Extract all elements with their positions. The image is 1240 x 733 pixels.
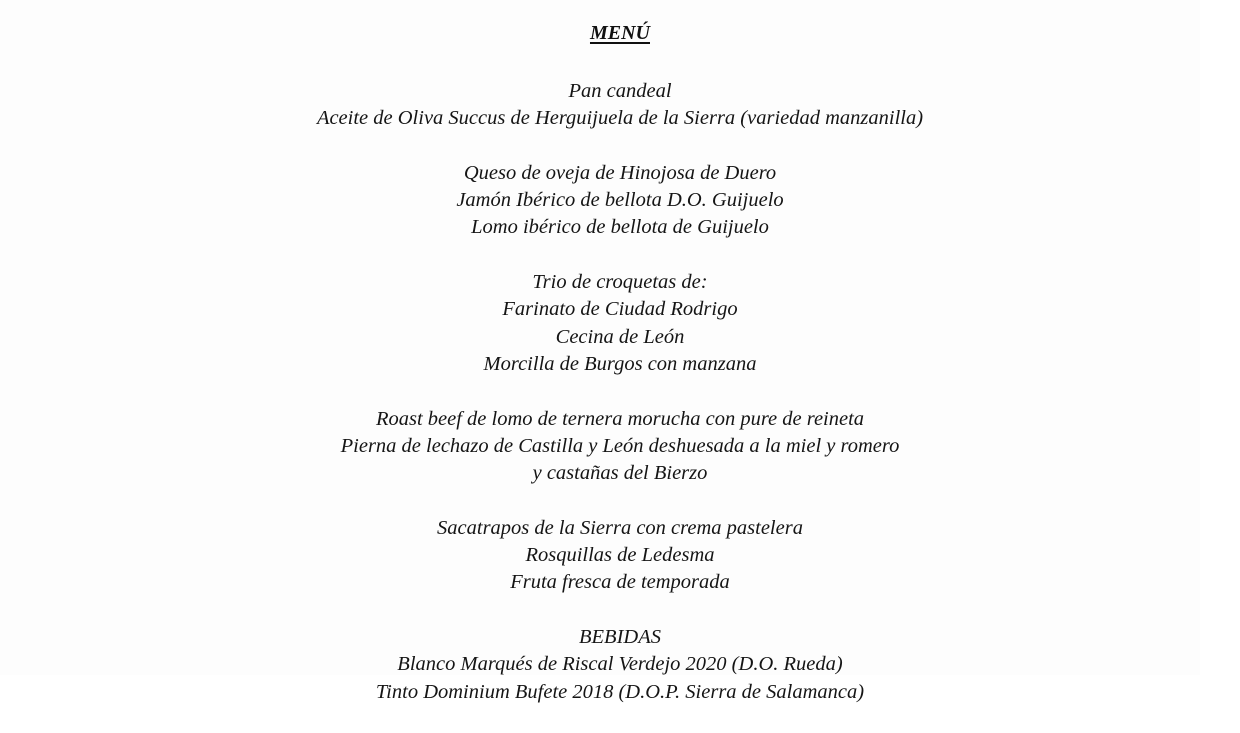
menu-item: Jamón Ibérico de bellota D.O. Guijuelo bbox=[456, 189, 784, 212]
menu-item: Lomo ibérico de bellota de Guijuelo bbox=[471, 216, 769, 239]
menu-item: Rosquillas de Ledesma bbox=[525, 544, 715, 567]
menu-section-cold-cuts bbox=[0, 160, 1240, 242]
drink-item: Blanco Marqués de Riscal Verdejo 2020 (D.O. Rueda) bbox=[397, 653, 843, 676]
menu-section-drinks bbox=[0, 624, 1240, 706]
menu-section-croquettes bbox=[0, 269, 1240, 378]
menu-section-mains bbox=[0, 406, 1240, 488]
menu-item: Roast beef de lomo de ternera morucha con pure de reineta bbox=[375, 407, 865, 430]
menu-item: Morcilla de Burgos con manzana bbox=[483, 352, 757, 375]
menu-body bbox=[0, 78, 1240, 733]
menu-section-bread bbox=[0, 78, 1240, 133]
menu-item: Cecina de León bbox=[555, 325, 685, 348]
menu-item: Sacatrapos de la Sierra con crema pastelera bbox=[437, 516, 803, 539]
menu-item: Queso de oveja de Hinojosa de Duero bbox=[463, 161, 777, 184]
drink-item: Tinto Dominium Bufete 2018 (D.O.P. Sierra de Salamanca) bbox=[375, 680, 865, 703]
menu-item: Pierna de lechazo de Castilla y León deshuesada a la miel y romero bbox=[340, 434, 900, 457]
menu-item: Aceite de Oliva Succus de Herguijuela de la Sierra (variedad manzanilla) bbox=[316, 107, 924, 130]
menu-item: Trio de croquetas de: bbox=[532, 271, 708, 294]
menu-item: Pan candeal bbox=[568, 80, 672, 102]
menu-section-desserts bbox=[0, 515, 1240, 597]
drinks-heading: BEBIDAS bbox=[579, 625, 661, 648]
menu-item: Fruta fresca de temporada bbox=[510, 571, 730, 594]
menu-item: y castañas del Bierzo bbox=[532, 462, 708, 485]
menu-title: MENÚ bbox=[589, 22, 650, 44]
menu-item: Farinato de Ciudad Rodrigo bbox=[502, 298, 738, 321]
